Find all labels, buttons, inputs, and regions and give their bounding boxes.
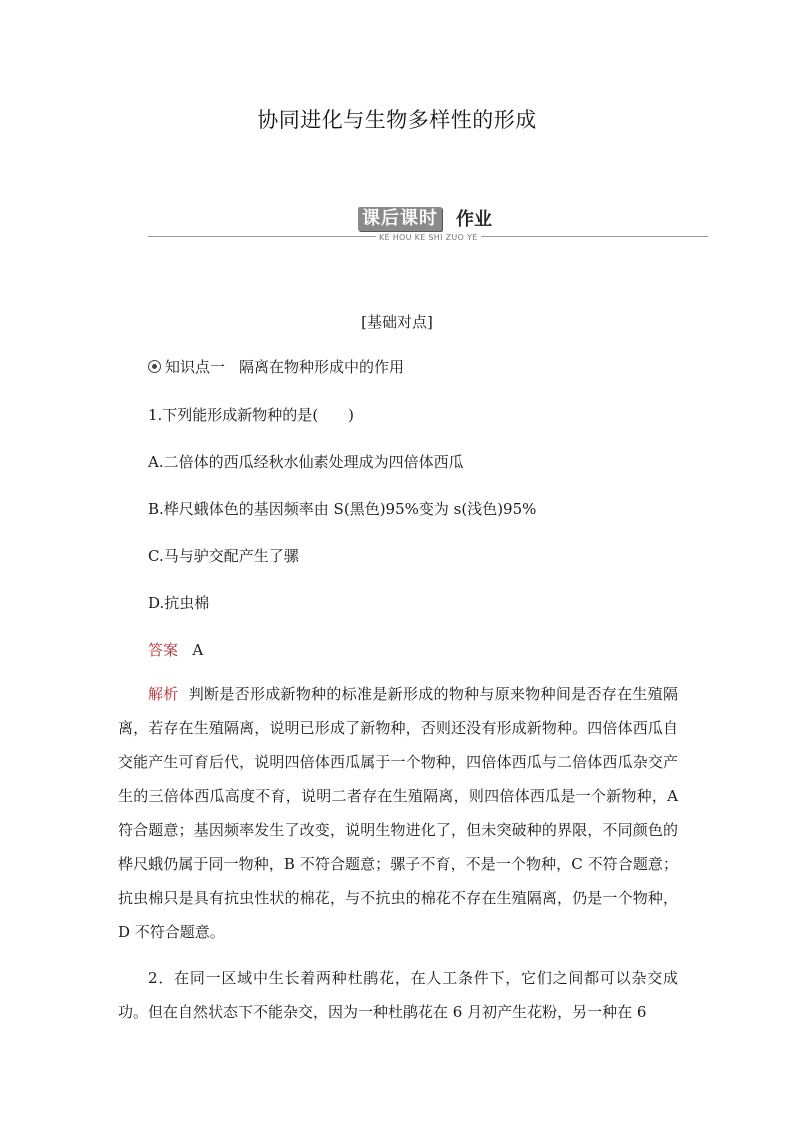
section-heading: [基础对点] [361,313,433,331]
knowledge-point-label: 知识点一 [165,358,226,376]
knowledge-point-heading [148,356,404,377]
page-title: 协同进化与生物多样性的形成 [257,108,537,132]
answer-value: A [192,641,204,659]
question-1-stem: 1.下列能形成新物种的是( ) [148,406,355,424]
target-bullet-icon [148,360,161,373]
banner-badge: 课后课时 [358,207,442,231]
question-1-option-c: C.马与驴交配产生了骡 [148,547,299,565]
knowledge-point-title: 隔离在物种形成中的作用 [239,358,405,376]
banner-word: 作业 [456,209,492,230]
question-1-answer [148,639,203,660]
homework-banner [148,203,708,243]
question-1-option-d: D.抗虫棉 [148,594,210,612]
question-2-stem: 2．在同一区域中生长着两种杜鹃花，在人工条件下，它们之间都可以杂交成功。但在自然状态下不能杂交，因为一种杜鹃花在 6 月初产生花粉，另一种在 6 [118,969,678,1021]
explanation-label: 解析 [148,685,179,703]
question-1-option-b: B.桦尺蛾体色的基因频率由 S(黑色)95%变为 s(浅色)95% [148,500,537,518]
question-1-explanation [118,677,678,949]
answer-label: 答案 [148,641,179,659]
banner-pinyin: KE HOU KE SHI ZUO YE [376,233,481,242]
question-1-option-a: A.二倍体的西瓜经秋水仙素处理成为四倍体西瓜 [148,453,464,471]
explanation-text: 判断是否形成新物种的标准是新形成的物种与原来物种间是否存在生殖隔离，若存在生殖隔离，说明已形成了新物种，否则还没有形成新物种。四倍体西瓜自交能产生可育后代，说明四倍体西瓜属于一个物种，四倍体西瓜与二倍体西瓜杂交产生的三倍体西瓜高度不育，说明二者存在生殖隔离，则四倍体西瓜是一个新物种，A 符合题意；基因频率发生了改变，说明生物进化了，但未突破种的界限，不同颜色的桦尺蛾仍属于同一物种，B 不符合题意；骡子不育，不是一个物种，C 不符合题意；抗虫棉只是具有抗虫性状的棉花，与不抗虫的棉花不存在生殖隔离，仍是一个物种，D 不符合题意。 [118,685,678,941]
